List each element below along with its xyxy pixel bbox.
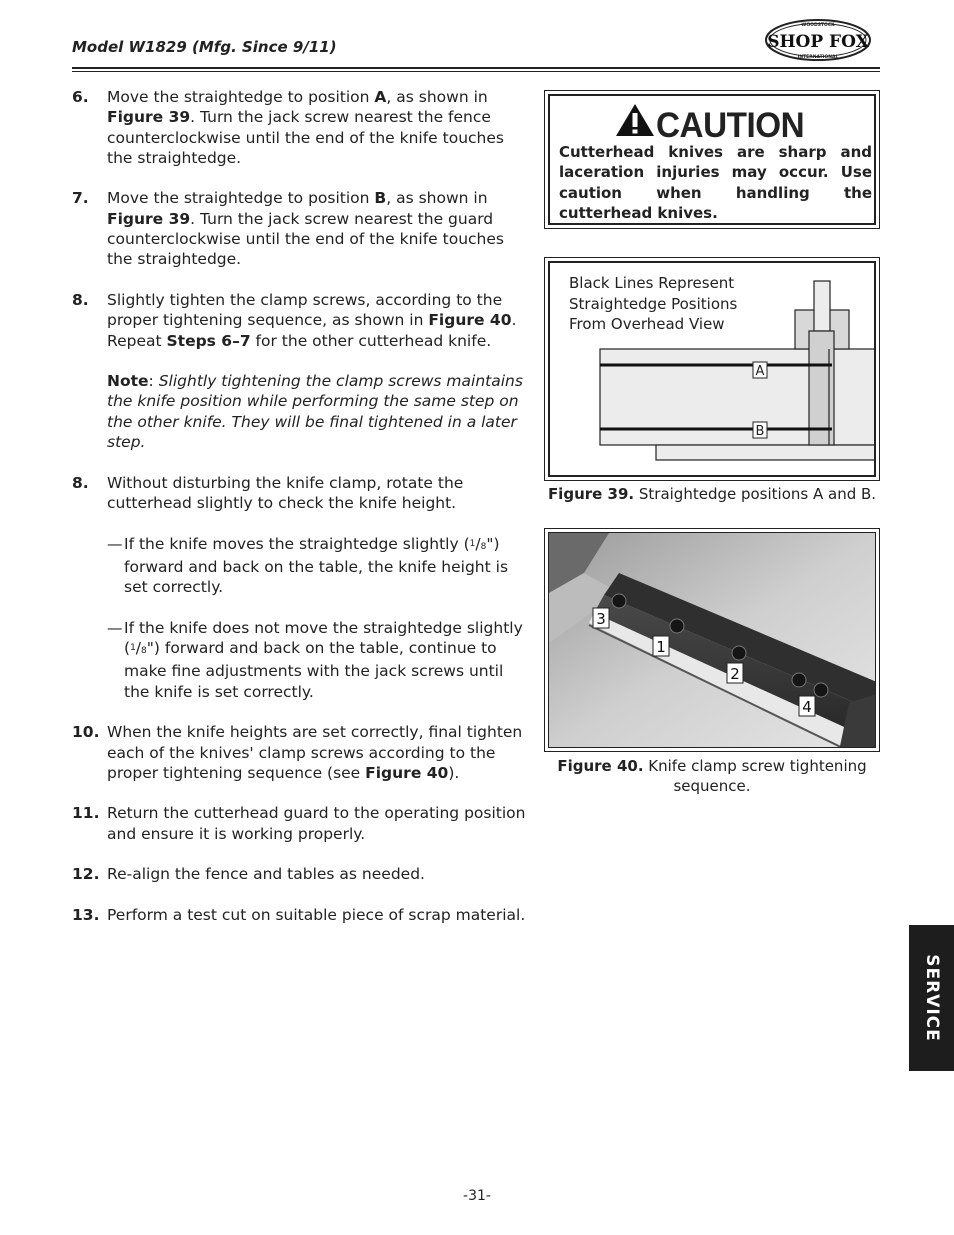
step-8-tighten: 8. Slightly tighten the clamp screws, according to the proper tightening sequence, as shown in Figure 40. Repeat Steps 6–7 for the other cutterhead knife. [72,290,517,350]
figure-reference: Figure 39 [107,209,191,228]
logo-top-text: WOODSTOCK [801,23,835,28]
figure-reference: Figure 40 [365,763,449,782]
step-number: 10. [72,723,100,742]
note-text: Slightly tightening the clamp screws maintains the knife position while performing the same step on the other knife. They will be final tightened in a later step. [107,372,523,452]
logo-text: SHOP FOX [767,32,869,52]
step-11: 11. Return the cutterhead guard to the operating position and ensure it is working properly. [72,804,526,843]
step-8-rotate: 8. Without disturbing the knife clamp, rotate the cutterhead slightly to check the knife height. [72,473,464,512]
step-13: 13. Perform a test cut on suitable piece of scrap material. [72,905,526,924]
caution-text: Cutterhead knives are sharp and laceration injuries may occur. Use caution when handling the cutterhead knives. [559,143,872,222]
section-tab-service[interactable] [909,925,954,1071]
step-number: 11. [72,804,100,823]
caution-box [544,90,880,229]
figure-39-label: Black Lines Represent Straightedge Positions From Overhead View [569,274,738,333]
step-number: 8. [72,473,89,492]
step-number: 8. [72,290,89,309]
sequence-marker-2: 2 [730,665,740,683]
step-number: 13. [72,905,100,924]
step-number: 6. [72,88,89,106]
header-rule [72,67,880,69]
caution-title: CAUTION [656,106,805,145]
step-6: 6. Move the straightedge to position A, as shown in Figure 39. Turn the jack screw nearest the fence counterclockwise until the end of the knife touches the straightedge. [72,88,504,167]
header-model-title: Model W1829 (Mfg. Since 9/11) [72,38,337,56]
section-tab-label: SERVICE [921,954,942,1042]
shop-fox-logo [764,18,872,62]
step-10: 10. When the knife heights are set correctly, final tighten each of the knives' clamp screws according to the proper tightening sequence (see Figure 40). [72,723,523,782]
note: Note: Slightly tightening the clamp screws maintains the knife position while performing the same step on the other knife. They will be final tightened in a later step. [107,372,523,452]
note-label: Note [107,372,149,391]
sub-step-adjust: — If the knife does not move the straightedge slightly ($^1$/8") forward and back on the table, continue to make fine adjustments with the jack screws until the knife is set correctly. [107,618,523,701]
figure-40 [544,528,880,752]
figure-reference: Figure 39 [107,108,191,127]
warning-triangle-icon [615,103,655,137]
figure-reference: Figure 40 [428,311,512,330]
page-number: -31- [463,1188,491,1204]
procedure-steps [72,87,527,945]
marker-b: B [755,424,765,439]
logo-bottom-text: INTERNATIONAL [797,55,839,60]
figure-39 [544,257,880,481]
marker-a: A [755,364,765,379]
sequence-marker-3: 3 [596,610,606,628]
step-7: 7. Move the straightedge to position B, as shown in Figure 39. Turn the jack screw nearest the guard counterclockwise until the end of the knife touches the straightedge. [72,189,504,269]
sequence-marker-4: 4 [802,698,812,716]
step-number: 12. [72,865,100,884]
header-rule-thin [72,71,880,72]
straightedge-diagram [550,263,876,477]
knife-clamp-photo [549,533,876,748]
step-number: 7. [72,189,89,208]
sequence-marker-1: 1 [656,638,666,656]
step-12: 12. Re-align the fence and tables as needed. [72,865,425,884]
figure-39-caption: Figure 39. Straightedge positions A and B. [547,485,877,503]
figure-40-caption: Figure 40. Knife clamp screw tightening sequence. [557,757,867,795]
sub-steps [72,534,527,702]
sub-step-set-correctly: — If the knife moves the straightedge slightly ($^1$/8") forward and back on the table, the knife height is set correctly. [107,534,509,597]
